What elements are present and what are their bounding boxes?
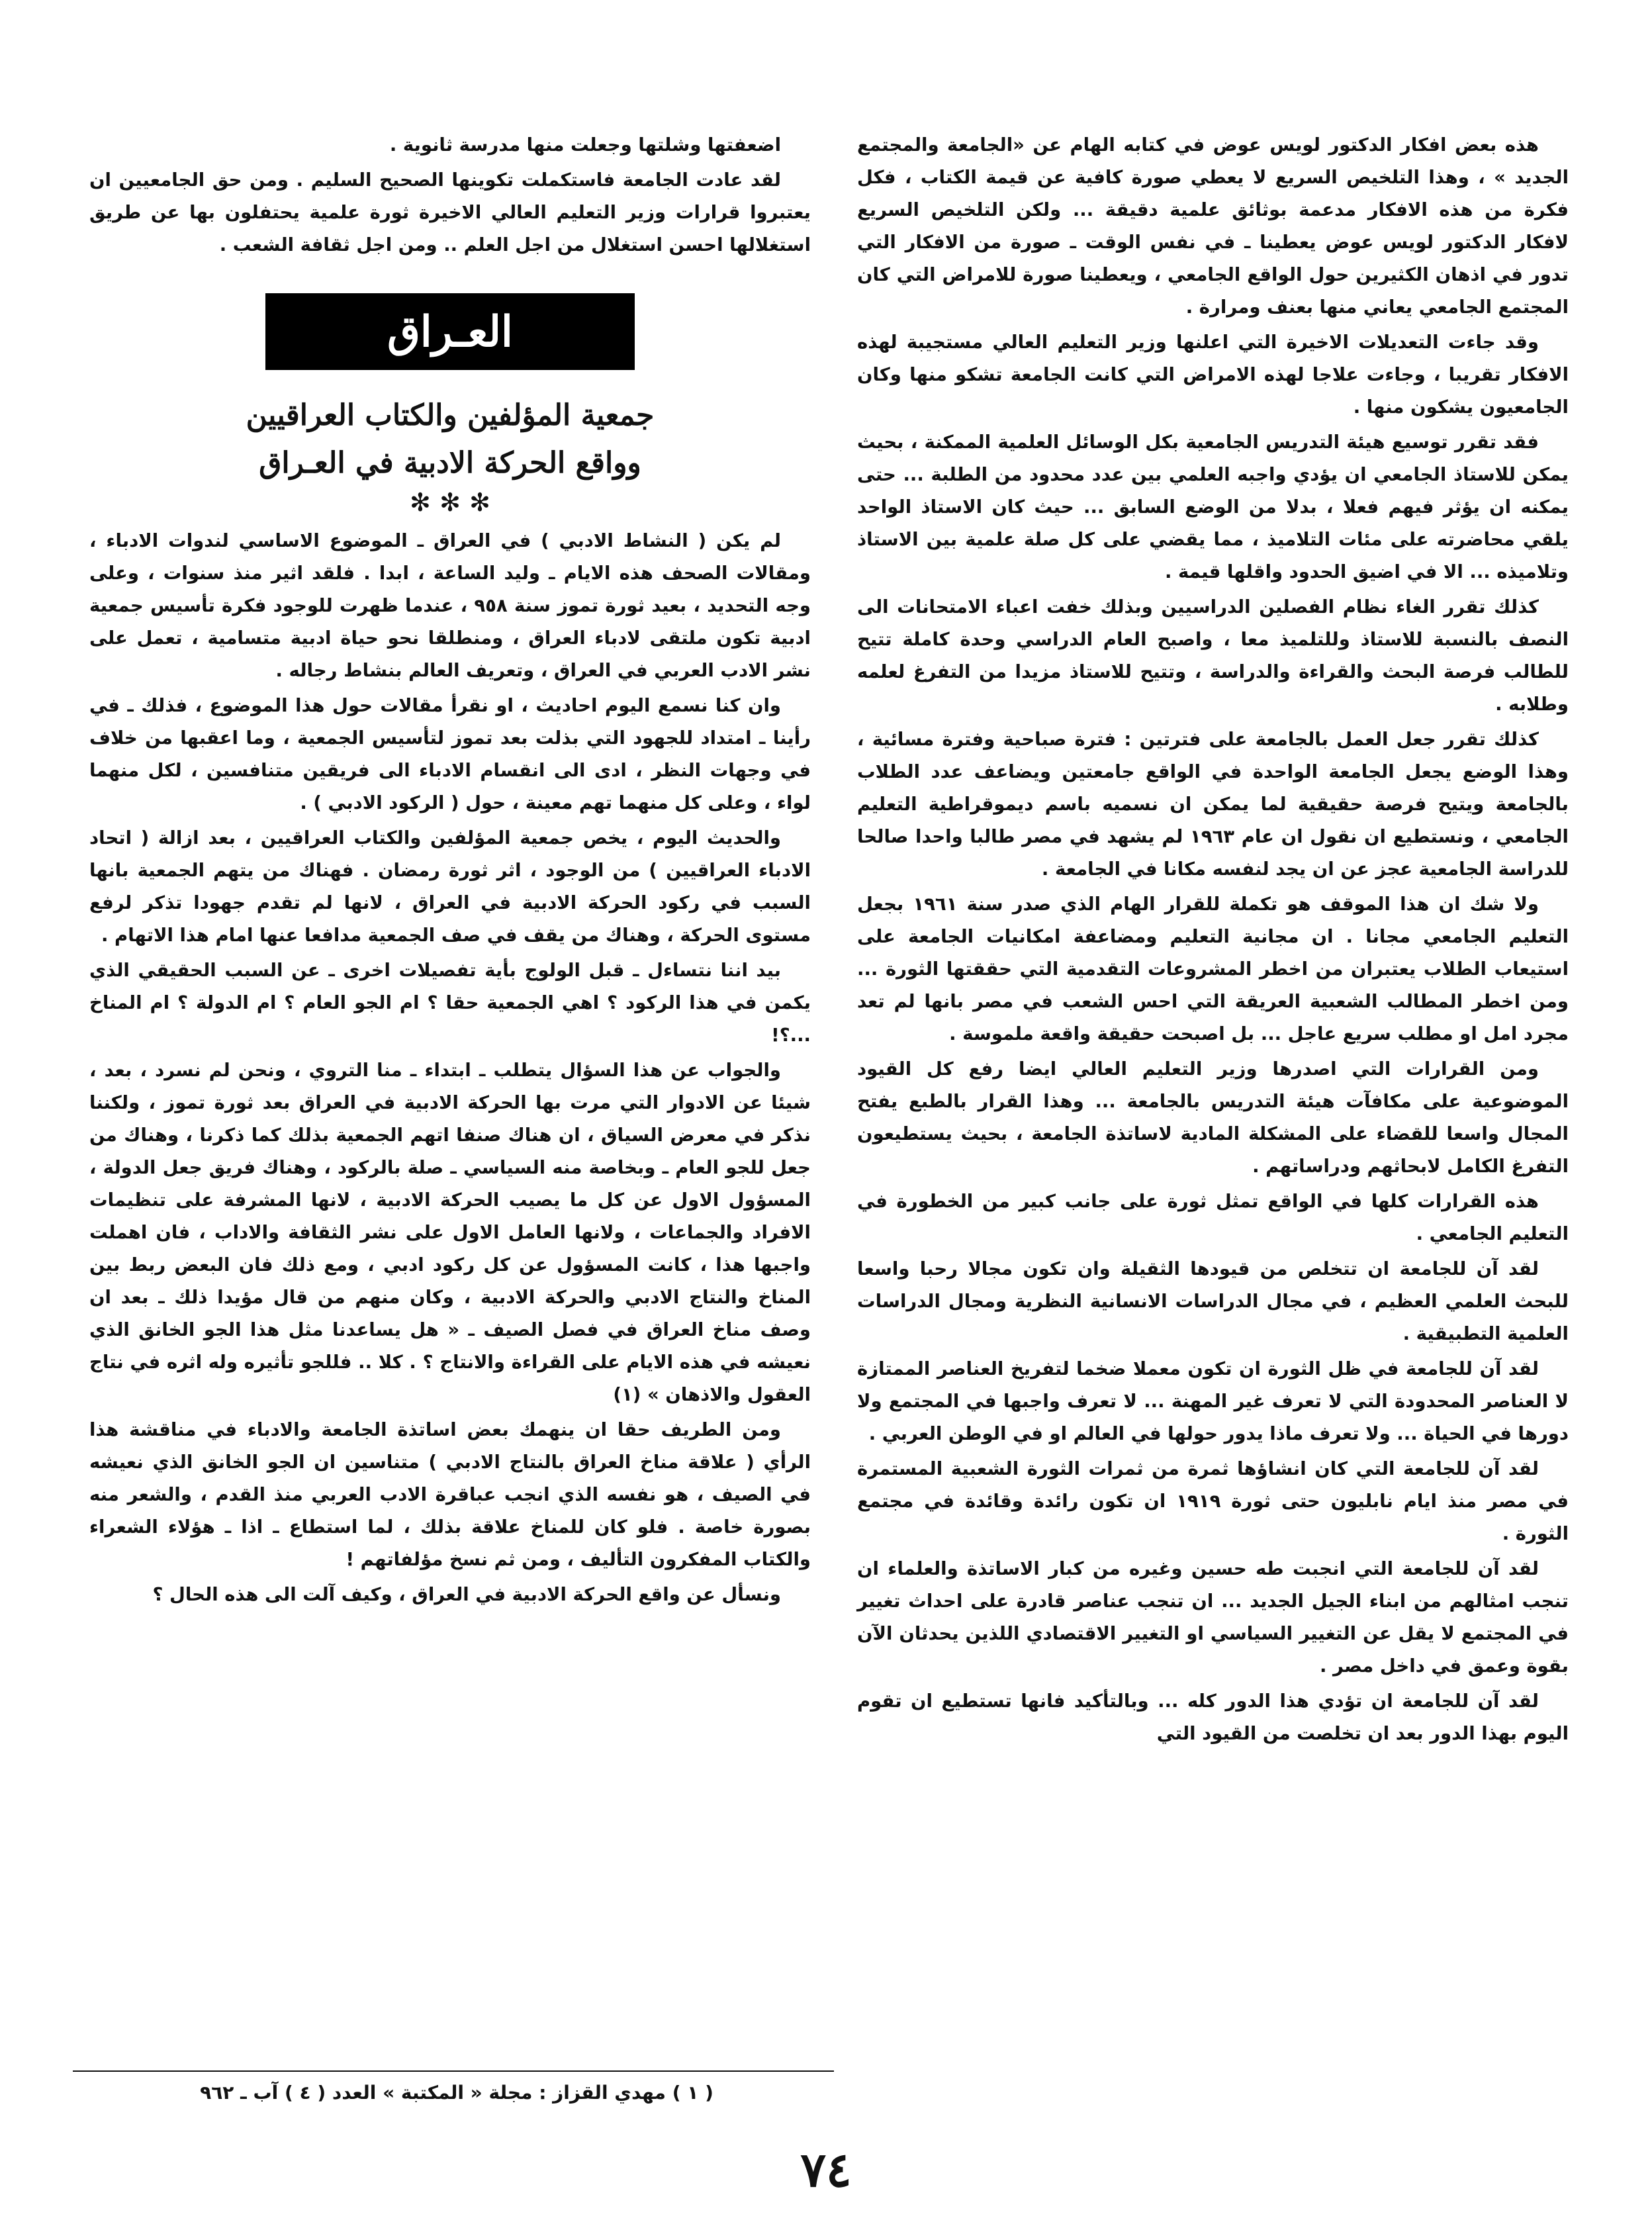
paragraph: كذلك تقرر جعل العمل بالجامعة على فترتين : فترة صباحية وفترة مسائية ، وهذا الوضع يجعل الجامعة الواحدة في الواقع جامعتين ويضاعف عدد الطلاب بالجامعة ويتيح فرصة حقيقية لما يمكن ان نسميه باسم ديموقراطية التعليم الجامعي ، ونستطيع ان نقول ان عام ١٩٦٣ لم يشهد في مصر طالبا واحدا صالحا للدراسة الجامعية عجز عن ان يجد لنفسه مكانا في الجامعة .	[857, 729, 1569, 880]
right-column	[857, 129, 1569, 1753]
paragraph: والحديث اليوم ، يخص جمعية المؤلفين والكتاب العراقيين ، بعد ازالة ( اتحاد الادباء العراقيين ) من الوجود ، اثر ثورة رمضان . فهناك من يتهم الجمعية بانها السبب في ركود الحركة الادبية في العراق ، لانها لم تقدم جهودا تذكر لرفع مستوى الحركة ، وهناك من يقف في صف الجمعية مدافعا عنها امام هذا الاتهام .	[89, 827, 811, 946]
page-number: ٧٤	[800, 2141, 852, 2198]
paragraph: هذه بعض افكار الدكتور لويس عوض في كتابه الهام عن «الجامعة والمجتمع الجديد » ، وهذا التلخيص السريع لا يعطي صورة كافية عن قيمة الكتاب ، فكل فكرة من هذه الافكار مدعمة بوثائق علمية دقيقة ... ولكن التلخيص السريع لافكار الدكتور لويس عوض يعطينا ـ في نفس الوقت ـ صورة من الافكار التي تدور في اذهان الكثيرين حول الواقع الجامعي ، ويعطينا صورة للامراض التي كان المجتمع الجامعي يعاني منها بعنف ومرارة .	[857, 134, 1569, 318]
section-banner-wrap	[89, 296, 811, 367]
article-headline-line-2: وواقع الحركة الادبية في العـراق	[259, 446, 641, 480]
paragraph: لقد آن للجامعة ان تتخلص من قيودها الثقيلة وان تكون مجالا رحبا واسعا للبحث العلمي العظيم ، في مجال الدراسات الانسانية النظرية ومجال الدراسات العلمية التطبيقية .	[857, 1258, 1569, 1344]
paragraph: وقد جاءت التعديلات الاخيرة التي اعلنها وزير التعليم العالي مستجيبة لهذه الافكار تقريبا ، وجاءت علاجا لهذه الامراض التي كانت الجامعة تشكو منها وكان الجامعيون يشكون منها .	[857, 332, 1569, 418]
paragraph: ونسأل عن واقع الحركة الادبية في العراق ، وكيف آلت الى هذه الحال ؟	[152, 1584, 781, 1605]
paragraph: لقد آن للجامعة ان تؤدي هذا الدور كله ... وبالتأكيد فانها تستطيع ان تقوم اليوم بهذا الدور بعد ان تخلصت من القيود التي	[857, 1691, 1569, 1744]
paragraph: لقد آن للجامعة في ظل الثورة ان تكون معملا ضخما لتفريخ العناصر الممتازة لا العناصر المحدودة التي لا تعرف غير المهنة ... لا تعرف واجبها في المجتمع ولا دورها في الحياة ... ولا تعرف ماذا يدور حولها في العالم او في الوطن العربي .	[857, 1358, 1569, 1444]
paragraph: ومن القرارات التي اصدرها وزير التعليم العالي ايضا رفع كل القيود الموضوعية على مكافآت هيئة التدريس بالجامعة ... وهذا القرار بالطبع يفتح المجال واسعا للقضاء على المشكلة المادية لاساتذة الجامعة ، بحيث يستطيعون التفرغ الكامل لابحاثهم ودراساتهم .	[857, 1058, 1569, 1177]
ornament-stars: ✻ ✻ ✻	[410, 488, 490, 517]
paragraph: ولا شك ان هذا الموقف هو تكملة للقرار الهام الذي صدر سنة ١٩٦١ بجعل التعليم الجامعي مجانا . ان مجانية التعليم ومضاعفة امكانيات الجامعة على استيعاب الطلاب يعتبران من اخطر المشروعات التقدمية التي حققتها الثورة ... ومن اخطر المطالب الشعبية العريقة التي احس الشعب في مصر بانها لم تعد مجرد امل او مطلب سريع عاجل ... بل اصبحت حقيقة واقعة ملموسة .	[857, 894, 1569, 1044]
paragraph: ومن الطريف حقا ان ينهمك بعض اساتذة الجامعة والادباء في مناقشة هذا الرأي ( علاقة مناخ العراق بالنتاج الادبي ) متناسين ان الجو الخانق الذي نعيشه في الصيف ، هو نفسه الذي انجب عباقرة الادب العربي منذ القدم ، والشعر منه بصورة خاصة . فلو كان للمناخ علاقة بذلك ، لما استطاع ـ اذا ـ هؤلاء الشعراء والكتاب المفكرون التأليف ، ومن ثم نسخ مؤلفاتهم !	[89, 1419, 811, 1570]
paragraph: والجواب عن هذا السؤال يتطلب ـ ابتداء ـ منا التروي ، ونحن لم نسرد ، بعد ، شيئا عن الادوار التي مرت بها الحركة الادبية في العراق بعد ثورة تموز ، ولكننا نذكر في معرض السياق ، ان هناك صنفا اتهم الجمعية بذلك كما ذكرنا ، وهناك من جعل للجو العام ـ وبخاصة منه السياسي ـ صلة بالركود ، وهناك فريق جعل الدولة ، المسؤول الاول عن كل ما يصيب الحركة الادبية ، لانها المشرفة على تنظيمات الافراد والجماعات ، ولانها العامل الاول على نشر الثقافة والاداب ، فان اهملت واجبها هذا ، كانت المسؤول عن كل ركود ادبي ، ومع ذلك فان البعض ربط بين المناخ والنتاج الادبي والحركة الادبية ، وكان منهم من قال مؤيدا ذلك ـ بعد ان وصف مناخ العراق في فصل الصيف ـ « هل يساعدنا مثل هذا الجو الخانق الذي نعيشه في هذه الايام على القراءة والانتاج ؟ . كلا .. فللجو تأثيره وله اثره في نتاج العقول والاذهان » (١)	[89, 1060, 811, 1405]
paragraph: وان كنا نسمع اليوم احاديث ، او نقرأ مقالات حول هذا الموضوع ، فذلك ـ في رأينا ـ امتداد للجهود التي بذلت بعد تموز لتأسيس الجمعية ، وما اعقبها من خلاف في وجهات النظر ، ادى الى انقسام الادباء الى فريقين متنافسين ، لكل منهما لواء ، وعلى كل منهما تهم معينة ، حول ( الركود الادبي ) .	[89, 695, 811, 813]
footnote: ( ١ ) مهدي القزاز : مجلة « المكتبة » العدد ( ٤ ) آب ـ ٩٦٢	[200, 2082, 713, 2104]
paragraph: كذلك تقرر الغاء نظام الفصلين الدراسيين وبذلك خفت اعباء الامتحانات الى النصف بالنسبة للاستاذ وللتلميذ معا ، واصبح العام الدراسي وحدة كاملة تتيح للطالب فرصة البحث والقراءة والدراسة ، وتتيح للاستاذ مزيدا من التفرغ لعلمه وطلابه .	[857, 596, 1569, 715]
paragraph: هذه القرارات كلها في الواقع تمثل ثورة على جانب كبير من الخطورة في التعليم الجامعي .	[857, 1191, 1569, 1244]
paragraph: لقد آن للجامعة التي انجبت طه حسين وغيره من كبار الاساتذة والعلماء ان تنجب امثالهم من ابناء الجيل الجديد ... ان تنجب عناصر قادرة على احداث تغيير في المجتمع لا يقل عن التغيير السياسي او التغيير الاقتصادي اللذين يحدثان الآن بقوة وعمق في داخل مصر .	[857, 1558, 1569, 1677]
section-banner: العـراق	[268, 296, 632, 367]
paragraph: لقد عادت الجامعة فاستكملت تكوينها الصحيح السليم . ومن حق الجامعيين ان يعتبروا قرارات وزير التعليم العالي الاخيرة ثورة علمية يحتفلون بها عن طريق استغلالها احسن استغلال من اجل العلم .. ومن اجل ثقافة الشعب .	[89, 169, 811, 255]
paragraph: اضعفتها وشلتها وجعلت منها مدرسة ثانوية .	[389, 134, 781, 156]
paragraph: لم يكن ( النشاط الادبي ) في العراق ـ الموضوع الاساسي لندوات الادباء ، ومقالات الصحف هذه الايام ـ وليد الساعة ، ابدا . فلقد اثير منذ سنوات ، وعلى وجه التحديد ، بعيد ثورة تموز سنة ٩٥٨ ، عندما ظهرت للوجود فكرة تأسيس جمعية ادبية تكون ملتقى لادباء العراق ، ومنطلقا نحو حياة ادبية متسامية ، تعمل على نشر الادب العربي في العراق ، وتعريف العالم بنشاط رجاله .	[89, 530, 811, 681]
paragraph: بيد اننا نتساءل ـ قبل الولوج بأية تفصيلات اخرى ـ عن السبب الحقيقي الذي يكمن في هذا الركود ؟ اهي الجمعية حقا ؟ ام الجو العام ؟ ام الدولة ؟ ام المناخ ...؟!	[89, 960, 811, 1046]
footnote-divider	[73, 2070, 834, 2072]
left-column	[89, 129, 811, 1614]
article-headline-line-1: جمعية المؤلفين والكتاب العراقيين	[246, 398, 655, 432]
paragraph: فقد تقرر توسيع هيئة التدريس الجامعية بكل الوسائل العلمية الممكنة ، بحيث يمكن للاستاذ الجامعي ان يؤدي واجبه العلمي بين عدد محدود من الطلبة ... حتى يمكنه ان يؤثر فيهم فعلا ، بدلا من الوضع السابق ... حيث كان الاستاذ الواحد يلقي محاضرته على مئات التلاميذ ، مما يقضي على كل صلة علمية بين الاستاذ وتلاميذه ... الا في اضيق الحدود واقلها قيمة .	[857, 432, 1569, 582]
paragraph: لقد آن للجامعة التي كان انشاؤها ثمرة من ثمرات الثورة الشعبية المستمرة في مصر منذ ايام نابليون حتى ثورة ١٩١٩ ان تكون رائدة وقائدة في مجتمع الثورة .	[857, 1458, 1569, 1544]
